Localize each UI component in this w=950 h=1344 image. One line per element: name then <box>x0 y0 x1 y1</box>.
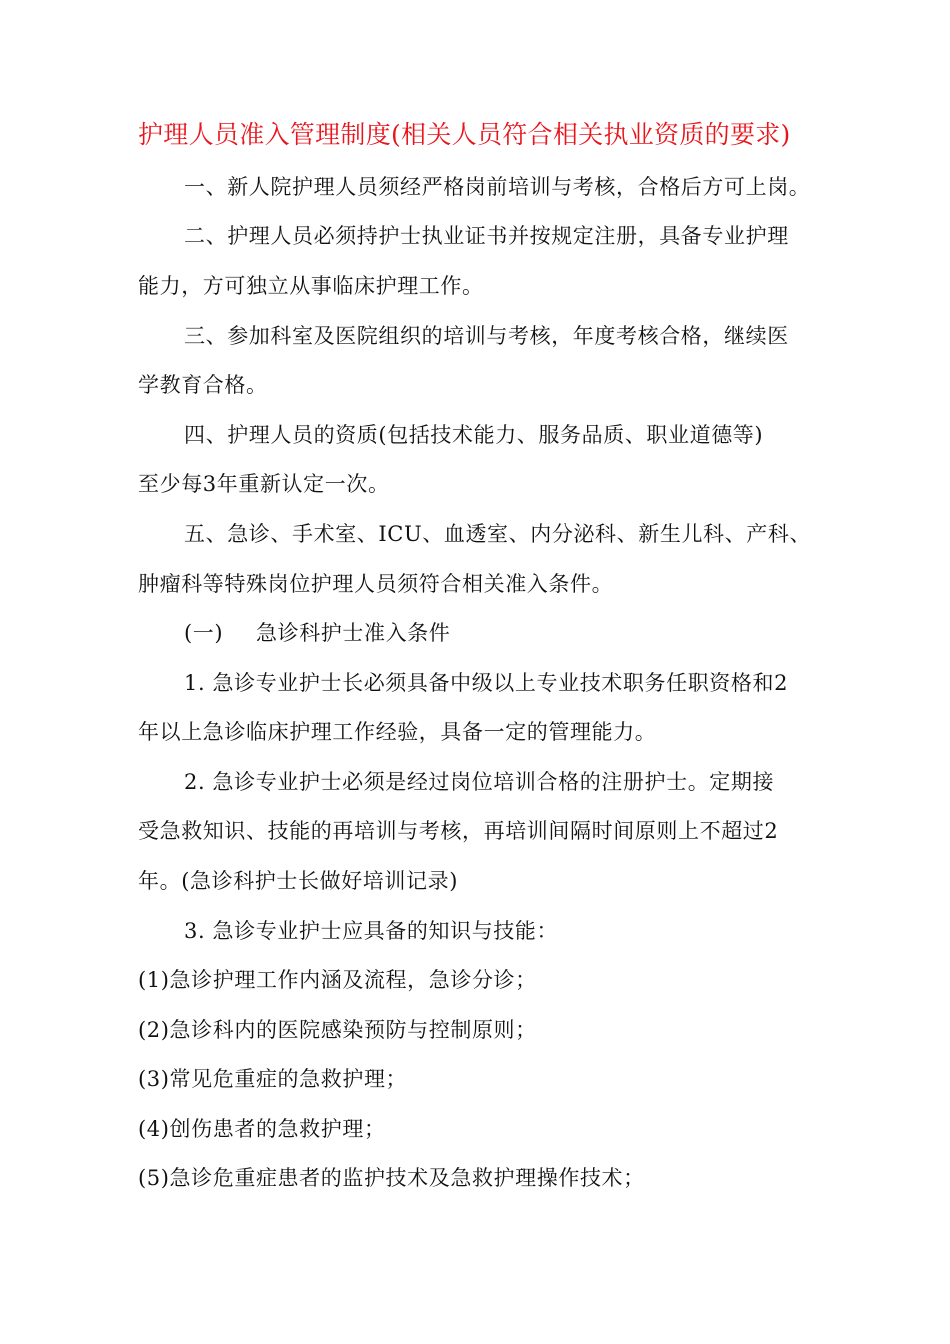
subsection-number: (一) <box>184 621 224 645</box>
subsection-heading: 急诊科护士准入条件 <box>256 621 451 645</box>
paragraph-line: 受急救知识、技能的再培训与考核，再培训间隔时间原则上不超过2 <box>138 819 779 843</box>
paragraph-line: 能力，方可独立从事临床护理工作。 <box>138 274 484 298</box>
document-title: 护理人员准入管理制度(相关人员符合相关执业资质的要求) <box>138 120 791 149</box>
paragraph-line: 1. 急诊专业护士长必须具备中级以上专业技术职务任职资格和2 <box>184 671 789 695</box>
paragraph-line: 至少每3年重新认定一次。 <box>138 472 390 496</box>
paragraph-line: 年以上急诊临床护理工作经验，具备一定的管理能力。 <box>138 720 657 744</box>
list-item: (1)急诊护理工作内涵及流程，急诊分诊； <box>138 968 537 992</box>
list-item: (2)急诊科内的医院感染预防与控制原则； <box>138 1018 537 1042</box>
paragraph-line: 2. 急诊专业护士必须是经过岗位培训合格的注册护士。定期接 <box>184 770 775 794</box>
paragraph-line: 三、参加科室及医院组织的培训与考核，年度考核合格，继续医 <box>184 324 789 348</box>
paragraph-line: 五、急诊、手术室、ICU、血透室、内分泌科、新生儿科、产科、 <box>184 522 812 546</box>
paragraph-line: 二、护理人员必须持护士执业证书并按规定注册，具备专业护理 <box>184 224 789 248</box>
paragraph-line: 肿瘤科等特殊岗位护理人员须符合相关准入条件。 <box>138 572 614 596</box>
paragraph-line: 年。(急诊科护士长做好培训记录) <box>138 869 458 893</box>
list-item: (3)常见危重症的急救护理； <box>138 1067 408 1091</box>
paragraph-line: 学教育合格。 <box>138 373 268 397</box>
paragraph-line: 一、新人院护理人员须经严格岗前培训与考核，合格后方可上岗。 <box>184 175 811 199</box>
paragraph-line: 四、护理人员的资质(包括技术能力、服务品质、职业道德等) <box>184 423 764 447</box>
paragraph-line: 3. 急诊专业护士应具备的知识与技能： <box>184 919 559 943</box>
list-item: (5)急诊危重症患者的监护技术及急救护理操作技术； <box>138 1166 645 1190</box>
list-item: (4)创伤患者的急救护理； <box>138 1117 386 1141</box>
